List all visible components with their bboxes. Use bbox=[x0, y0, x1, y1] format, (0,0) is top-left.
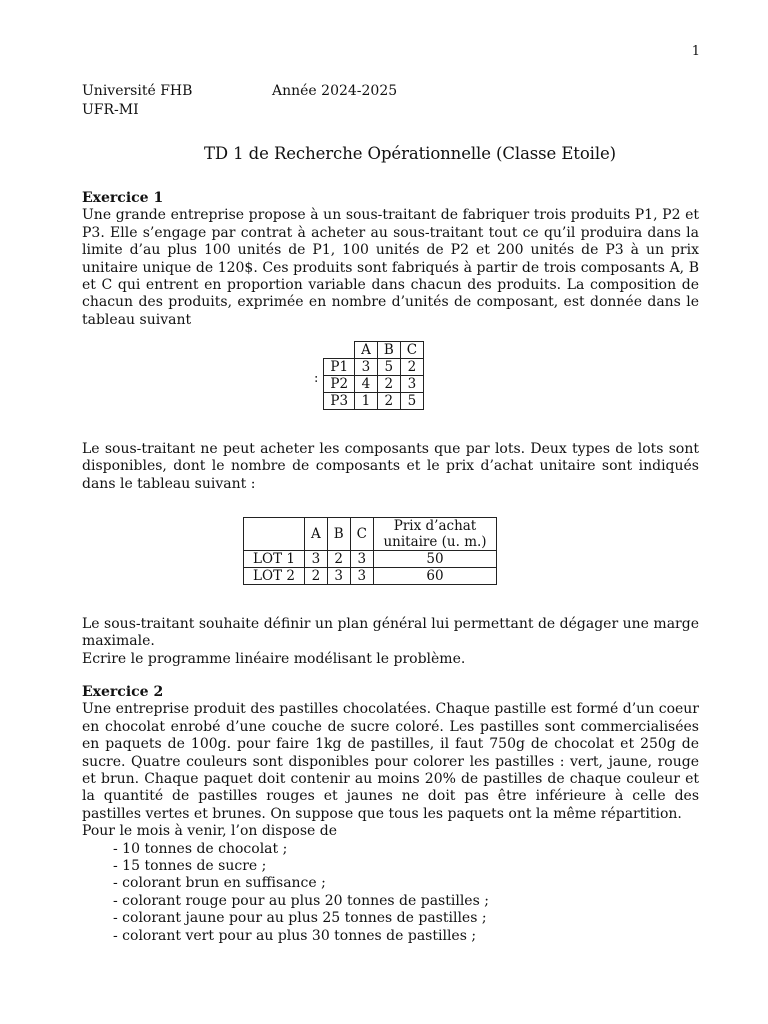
cell-b: 2 bbox=[327, 551, 350, 568]
header-b: B bbox=[377, 342, 400, 359]
cell-b: 5 bbox=[377, 359, 400, 376]
list-item: - 10 tonnes de chocolat ; bbox=[113, 840, 288, 857]
list-item: - colorant rouge pour au plus 20 tonnes de pastilles ; bbox=[113, 892, 489, 909]
cell-a: 3 bbox=[305, 551, 328, 568]
table-row bbox=[244, 551, 497, 568]
table-row bbox=[324, 359, 424, 376]
row-label: LOT 2 bbox=[244, 568, 305, 585]
department: UFR-MI bbox=[82, 102, 139, 118]
lots-table bbox=[243, 517, 497, 585]
price-header bbox=[374, 518, 497, 551]
composition-table bbox=[323, 341, 424, 410]
table-header-row bbox=[244, 518, 497, 551]
header-a: A bbox=[305, 518, 328, 551]
table-header-row bbox=[324, 342, 424, 359]
price-header-line-2: unitaire (u. m.) bbox=[383, 534, 487, 550]
cell-a: 4 bbox=[355, 376, 378, 393]
composition-table-wrap bbox=[314, 341, 424, 410]
lots-paragraph: Le sous-traitant ne peut acheter les composants que par lots. Deux types de lots sont disponibles, dont le nombre de composants et le prix d’achat unitaire sont indiqués dans le tableau suivant : bbox=[82, 441, 699, 492]
table-row bbox=[324, 376, 424, 393]
exercise-1-intro: Une grande entreprise propose à un sous-traitant de fabriquer trois produits P1, P2 et P3. Elle s’engage par contrat à acheter au sous-traitant tout ce qu’il produira dans la limite d’au plus 100 unités de P1, 100 unités de P2 et 200 unités de P3 à un prix unitaire unique de 120$. Ces produits sont fabriqués à partir de trois composants A, B et C qui entrent en proportion variable dans chacun des produits. La composition de chacun des produits, exprimée en nombre d’unités de composant, est donnée dans le tableau suivant bbox=[82, 207, 699, 328]
university-name: Université FHB bbox=[82, 83, 193, 99]
cell-price: 60 bbox=[374, 568, 497, 585]
list-item: - 15 tonnes de sucre ; bbox=[113, 858, 267, 875]
row-label: P3 bbox=[324, 393, 355, 410]
row-label: LOT 1 bbox=[244, 551, 305, 568]
row-label: P1 bbox=[324, 359, 355, 376]
exercise-2-intro: Une entreprise produit des pastilles chocolatées. Chaque pastille est formé d’un coeur en chocolat enrobé d’une couche de sucre coloré. Les pastilles sont commercialisées en paquets de 100g. pour faire 1kg de pastilles, il faut 750g de chocolat et 250g de sucre. Quatre couleurs sont disponibles pour colorer les pastilles : vert, jaune, rouge et brun. Chaque paquet doit contenir au moins 20% de pastilles de chaque couleur et la quantité de pastilles rouges et jaunes ne doit pas être inférieure à celle des pastilles vertes et brunes. On suppose que tous les paquets ont la même répartition. bbox=[82, 701, 699, 822]
empty-cell bbox=[324, 342, 355, 359]
table-row bbox=[244, 568, 497, 585]
document-title: TD 1 de Recherche Opérationnelle (Classe Etoile) bbox=[203, 144, 617, 163]
cell-c: 3 bbox=[400, 376, 423, 393]
exercise-1 bbox=[82, 190, 699, 329]
cell-c: 2 bbox=[400, 359, 423, 376]
cell-a: 1 bbox=[355, 393, 378, 410]
list-item: - colorant jaune pour au plus 25 tonnes de pastilles ; bbox=[113, 910, 487, 927]
cell-b: 2 bbox=[377, 376, 400, 393]
list-item: - colorant brun en suffisance ; bbox=[113, 875, 326, 892]
document-header bbox=[82, 82, 397, 120]
cell-b: 2 bbox=[377, 393, 400, 410]
table-row bbox=[324, 393, 424, 410]
list-item: - colorant vert pour au plus 30 tonnes de pastilles ; bbox=[113, 927, 477, 944]
empty-header-cell bbox=[244, 518, 305, 551]
header-c: C bbox=[400, 342, 423, 359]
price-header-line-1: Prix d’achat bbox=[393, 518, 477, 534]
cell-b: 3 bbox=[327, 568, 350, 585]
cell-c: 5 bbox=[400, 393, 423, 410]
exercise-1-heading: Exercice 1 bbox=[82, 190, 164, 206]
resources-intro: Pour le mois à venir, l’on dispose de bbox=[82, 823, 338, 840]
header-a: A bbox=[355, 342, 378, 359]
cell-c: 3 bbox=[350, 551, 373, 568]
cell-a: 3 bbox=[355, 359, 378, 376]
header-c: C bbox=[350, 518, 373, 551]
cell-a: 2 bbox=[305, 568, 328, 585]
header-b: B bbox=[327, 518, 350, 551]
exercise-2-heading: Exercice 2 bbox=[82, 684, 164, 700]
exercise-1-conclusion bbox=[82, 616, 699, 668]
academic-year: Année 2024-2025 bbox=[272, 83, 398, 99]
lots-table-wrap bbox=[243, 517, 497, 585]
cell-price: 50 bbox=[374, 551, 497, 568]
cell-c: 3 bbox=[350, 568, 373, 585]
lots-paragraph-block bbox=[82, 441, 699, 493]
table-colon: : bbox=[314, 371, 319, 386]
exercise-2 bbox=[82, 684, 699, 945]
row-label: P2 bbox=[324, 376, 355, 393]
page-number: 1 bbox=[691, 44, 700, 59]
task-paragraph: Ecrire le programme linéaire modélisant le problème. bbox=[82, 650, 466, 667]
margin-paragraph: Le sous-traitant souhaite définir un plan général lui permettant de dégager une marge maximale. bbox=[82, 616, 699, 650]
